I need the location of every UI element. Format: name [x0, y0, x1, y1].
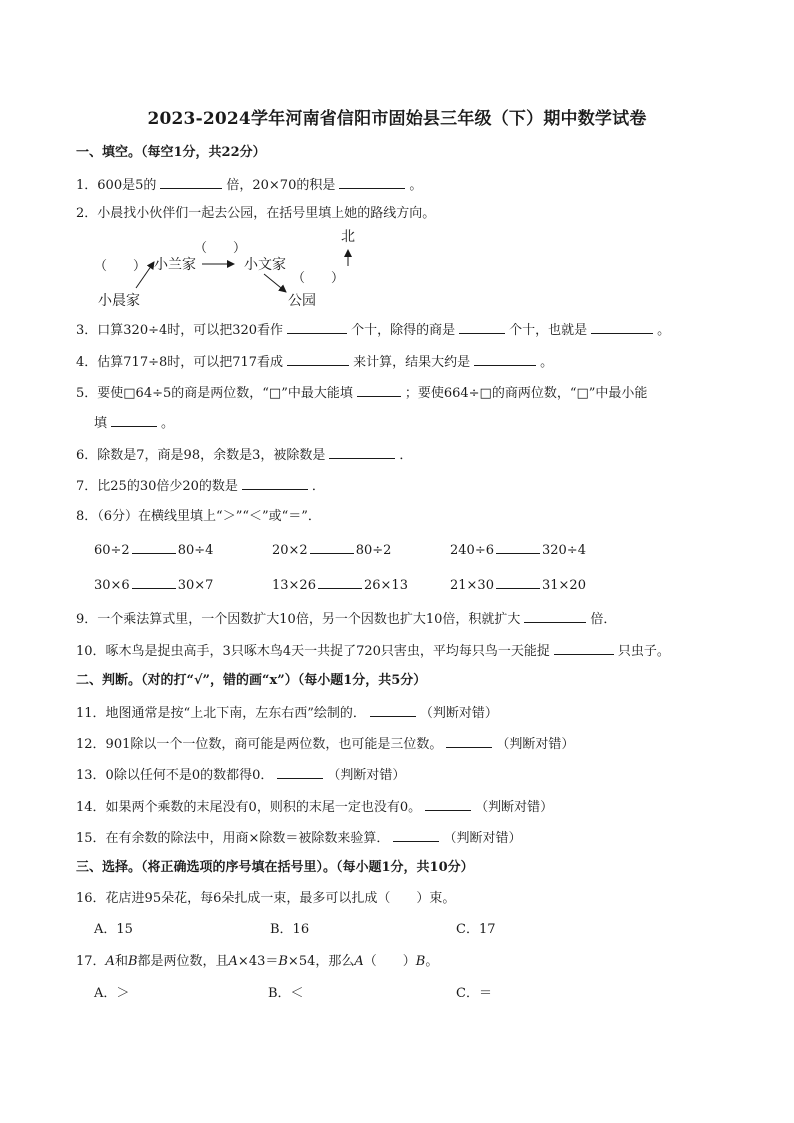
- question-10: 10．啄木鸟是捉虫高手，3只啄木鸟4天一共捉了720只害虫，平均每只鸟一天能捉 只虫子。: [76, 641, 670, 661]
- question-14: 14．如果两个乘数的末尾没有0，则积的末尾一定也没有0。 （判断对错）: [76, 797, 553, 817]
- answer-blank[interactable]: [160, 175, 222, 189]
- answer-blank[interactable]: [132, 540, 176, 554]
- arrow-wen-to-park: [264, 274, 286, 292]
- start-home-label: 小晨家: [98, 293, 140, 309]
- compare-item: 20×2 80÷2: [272, 540, 391, 560]
- paren-blank[interactable]: （ ）: [292, 271, 345, 286]
- question-6: 6．除数是7，商是98，余数是3，被除数是 ．: [76, 445, 412, 465]
- section-judge-heading: 二、判断。（对的打“√”，错的画“x”）（每小题1分，共5分）: [76, 673, 427, 688]
- section-choice-heading: 三、选择。（将正确选项的序号填在括号里）。（每小题1分，共10分）: [76, 860, 474, 875]
- answer-blank[interactable]: [277, 765, 323, 779]
- question-7: 7．比25的30倍少20的数是 ．: [76, 476, 325, 496]
- option-b[interactable]: B．＜: [268, 986, 304, 1001]
- compare-item: 30×6 30×7: [94, 575, 213, 595]
- park-label: 公园: [288, 293, 316, 309]
- answer-blank[interactable]: [554, 641, 614, 655]
- question-15: 15．在有余数的除法中，用商×除数＝被除数来验算． （判断对错）: [76, 828, 521, 848]
- answer-blank[interactable]: [357, 383, 401, 397]
- paren-blank[interactable]: （ ）: [194, 241, 247, 256]
- lan-home-label: 小兰家: [154, 257, 196, 273]
- compare-item: 60÷2 80÷4: [94, 540, 213, 560]
- answer-blank[interactable]: [459, 320, 505, 334]
- question-1: 1．600是5的 倍，20×70的积是 。: [76, 175, 422, 195]
- question-11: 11．地图通常是按“上北下南，左东右西”绘制的． （判断对错）: [76, 703, 498, 723]
- page-title: 2023-2024学年河南省信阳市固始县三年级（下）期中数学试卷: [147, 109, 647, 129]
- answer-blank[interactable]: [496, 540, 540, 554]
- question-2: 2．小晨找小伙伴们一起去公园，在括号里填上她的路线方向。: [76, 206, 436, 221]
- question-4: 4．估算717÷8时，可以把717看成 来计算，结果大约是 。: [76, 352, 553, 372]
- answer-blank[interactable]: [446, 734, 492, 748]
- answer-blank[interactable]: [524, 609, 586, 623]
- question-16: 16．花店进95朵花，每6朵扎成一束，最多可以扎成（ ）束。: [76, 891, 456, 906]
- answer-blank[interactable]: [370, 703, 416, 717]
- answer-blank[interactable]: [287, 320, 347, 334]
- compare-item: 240÷6 320÷4: [450, 540, 586, 560]
- answer-blank[interactable]: [339, 175, 405, 189]
- answer-blank[interactable]: [474, 352, 536, 366]
- answer-blank[interactable]: [111, 413, 157, 427]
- question-5-continued: 填 。: [94, 413, 174, 433]
- answer-blank[interactable]: [318, 575, 362, 589]
- answer-blank[interactable]: [393, 828, 439, 842]
- answer-blank[interactable]: [310, 540, 354, 554]
- option-a[interactable]: A．＞: [94, 986, 130, 1001]
- compare-item: 21×30 31×20: [450, 575, 586, 595]
- option-c[interactable]: C．17: [456, 922, 496, 937]
- question-17: 17．A和B都是两位数，且A×43＝B×54，那么A（ ）B。: [76, 954, 439, 969]
- north-label: 北: [341, 229, 355, 245]
- route-diagram: [86, 226, 386, 316]
- option-b[interactable]: B．16: [270, 922, 310, 937]
- compare-item: 13×26 26×13: [272, 575, 408, 595]
- wen-home-label: 小文家: [244, 257, 286, 273]
- question-9: 9．一个乘法算式里，一个因数扩大10倍，另一个因数也扩大10倍，积就扩大 倍．: [76, 609, 616, 629]
- option-a[interactable]: A．15: [94, 922, 133, 937]
- answer-blank[interactable]: [132, 575, 176, 589]
- answer-blank[interactable]: [242, 476, 308, 490]
- answer-blank[interactable]: [425, 797, 471, 811]
- question-8: 8．（6分）在横线里填上“＞”“＜”或“＝”．: [76, 509, 321, 524]
- answer-blank[interactable]: [287, 352, 349, 366]
- question-13: 13．0除以任何不是0的数都得0． （判断对错）: [76, 765, 405, 785]
- answer-blank[interactable]: [496, 575, 540, 589]
- option-c[interactable]: C．＝: [456, 986, 492, 1001]
- question-5: 5．要使□64÷5的商是两位数，“□”中最大能填 ；要使664÷□的商两位数，“□”中最小能: [76, 383, 647, 403]
- paren-blank[interactable]: （ ）: [94, 259, 147, 274]
- question-3: 3．口算320÷4时，可以把320看作 个十，除得的商是 个十，也就是 。: [76, 320, 670, 340]
- section-fill-blank-heading: 一、填空。（每空1分，共22分）: [76, 145, 266, 160]
- answer-blank[interactable]: [329, 445, 395, 459]
- answer-blank[interactable]: [591, 320, 653, 334]
- question-12: 12．901除以一个一位数，商可能是两位数，也可能是三位数。 （判断对错）: [76, 734, 574, 754]
